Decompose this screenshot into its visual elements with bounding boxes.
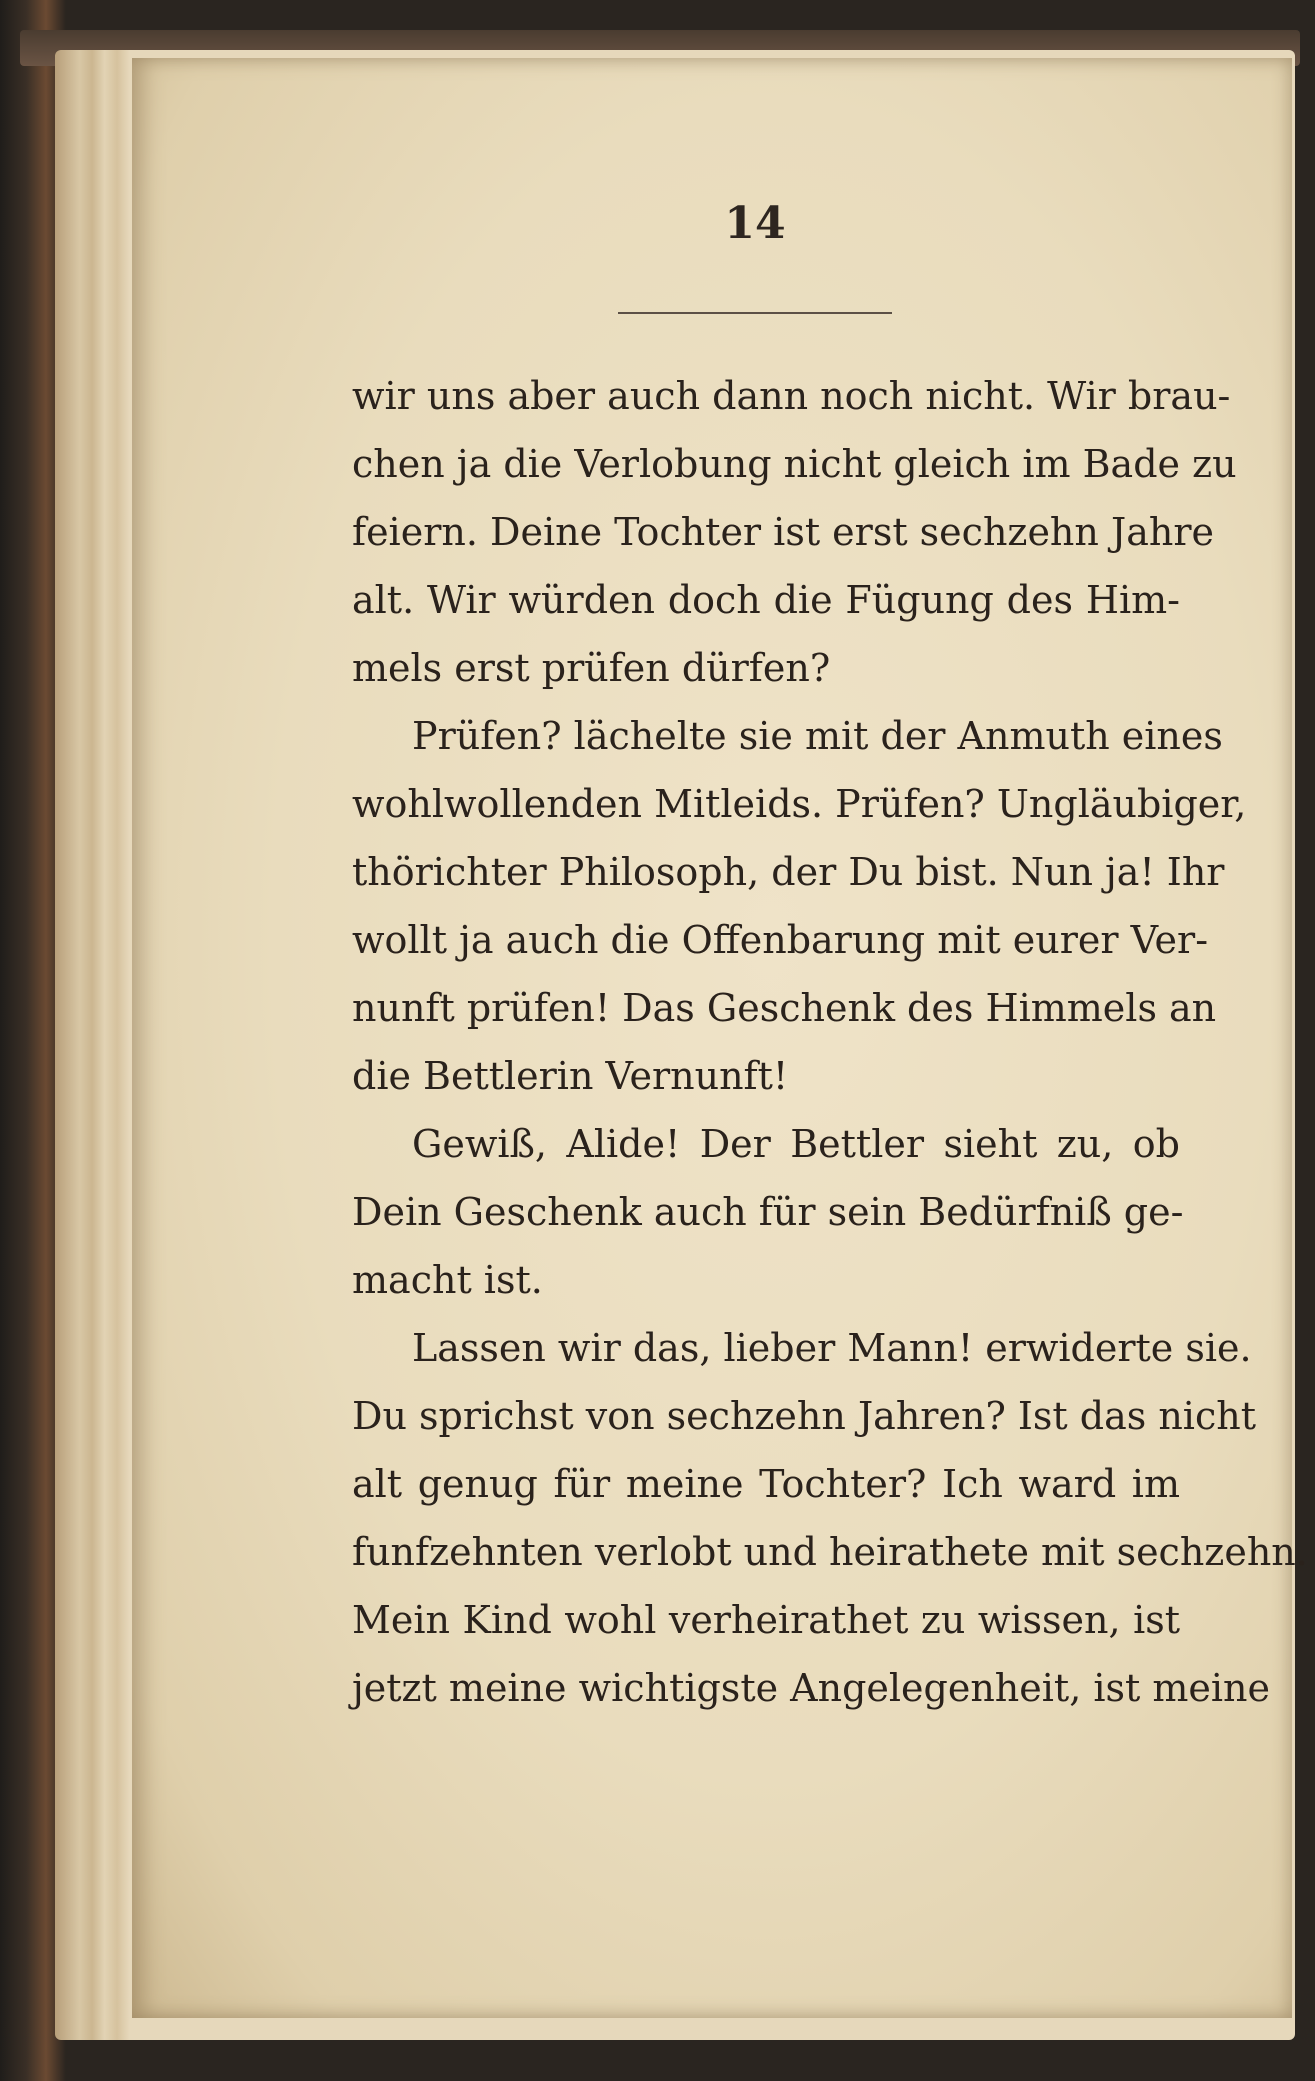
text-line: Du sprichst von sechzehn Jahren? Ist das nicht [352, 1394, 1256, 1438]
text-line: Mein Kind wohl verheirathet zu wissen, ist [352, 1598, 1180, 1642]
header-rule [618, 312, 892, 314]
text-line: jetzt meine wichtigste Angelegenheit, ist meine [352, 1666, 1270, 1710]
page-body-text [352, 362, 1308, 1722]
text-line: alt genug für meine Tochter? Ich ward im [352, 1462, 1180, 1506]
text-line: wohlwollenden Mitleids. Prüfen? Ungläubiger, [352, 782, 1247, 826]
text-line: funfzehnten verlobt und heirathete mit sechzehn. [352, 1530, 1308, 1574]
text-line: Dein Geschenk auch für sein Bedürfniß ge- [352, 1190, 1184, 1234]
text-line: Gewiß, Alide! Der Bettler sieht zu, ob [412, 1122, 1180, 1166]
text-line: alt. Wir würden doch die Fügung des Him- [352, 578, 1180, 622]
text-line: die Bettlerin Vernunft! [352, 1054, 789, 1098]
text-line: thörichter Philosoph, der Du bist. Nun ja! Ihr [352, 850, 1225, 894]
page-number: 14 [724, 198, 786, 249]
text-line: chen ja die Verlobung nicht gleich im Bade zu [352, 442, 1237, 486]
text-line: macht ist. [352, 1258, 543, 1302]
text-line: mels erst prüfen dürfen? [352, 646, 831, 690]
text-line: Lassen wir das, lieber Mann! erwiderte sie. [412, 1326, 1252, 1370]
text-line: Prüfen? lächelte sie mit der Anmuth eines [412, 714, 1223, 758]
text-line: nunft prüfen! Das Geschenk des Himmels an [352, 986, 1217, 1030]
text-line: feiern. Deine Tochter ist erst sechzehn Jahre [352, 510, 1214, 554]
text-line: wollt ja auch die Offenbarung mit eurer Ver- [352, 918, 1209, 962]
text-line: wir uns aber auch dann noch nicht. Wir brau- [352, 374, 1231, 418]
